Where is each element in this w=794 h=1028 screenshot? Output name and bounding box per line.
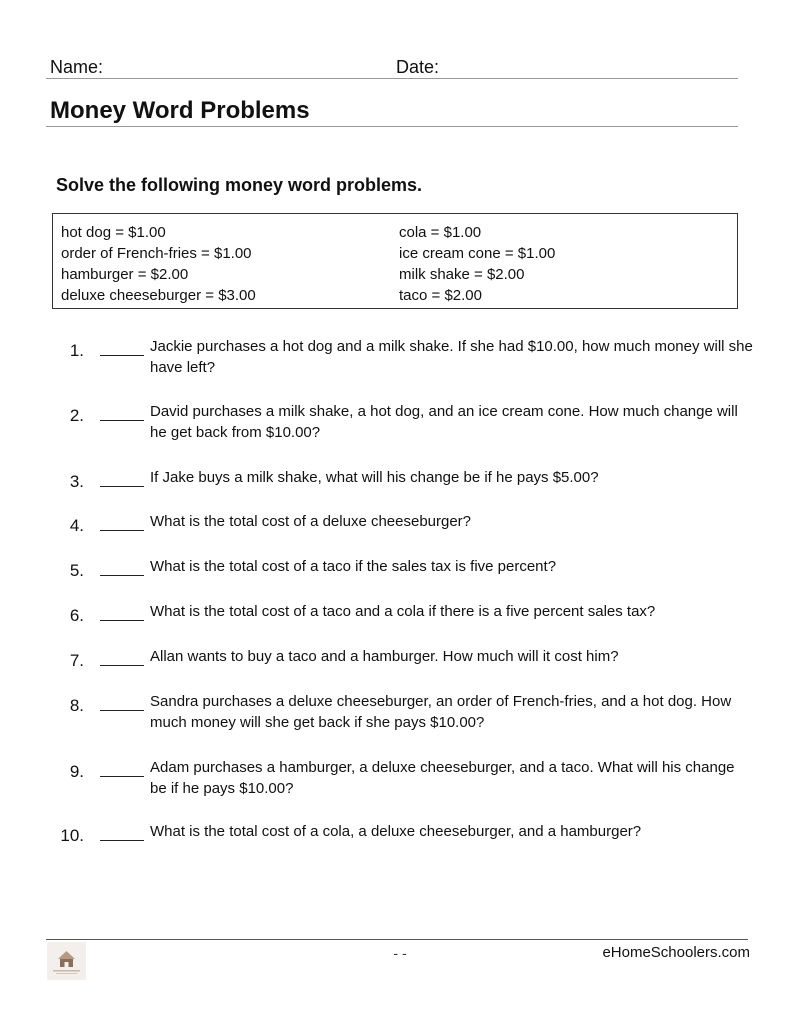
question-10 [0, 821, 794, 865]
answer-blank [100, 840, 144, 841]
question-number: 5. [69, 561, 84, 580]
question-number: 8. [69, 696, 84, 715]
answer-blank [100, 420, 144, 421]
page-title: Money Word Problems [50, 97, 310, 124]
price-list-left-column [61, 222, 256, 306]
answer-blank [100, 530, 144, 531]
price-item: hot dog = $1.00 [61, 224, 166, 241]
house-logo-icon [47, 942, 86, 980]
answer-blank [100, 620, 144, 621]
question-number: 10. [60, 826, 84, 845]
question-number: 4. [69, 516, 84, 535]
question-3 [0, 467, 794, 511]
question-6 [0, 601, 794, 645]
question-text: David purchases a milk shake, a hot dog, and an ice cream cone. How much change will he get back from $10.00? [150, 403, 738, 441]
question-9 [0, 757, 794, 801]
question-5 [0, 556, 794, 600]
name-label: Name: [50, 57, 104, 77]
question-number: 3. [69, 472, 84, 491]
footer-divider [46, 939, 748, 940]
price-item: hamburger = $2.00 [61, 266, 189, 283]
price-item: order of French-fries = $1.00 [61, 245, 252, 262]
answer-blank [100, 776, 144, 777]
answer-blank [100, 710, 144, 711]
question-1 [0, 336, 794, 380]
question-text: Allan wants to buy a taco and a hamburger. How much will it cost him? [150, 648, 619, 665]
header-row [46, 56, 738, 79]
title-row [46, 96, 738, 127]
price-item: cola = $1.00 [399, 224, 482, 241]
price-item: ice cream cone = $1.00 [399, 245, 556, 262]
price-list-box [52, 213, 738, 309]
answer-blank [100, 486, 144, 487]
question-text: What is the total cost of a cola, a deluxe cheeseburger, and a hamburger? [150, 823, 642, 840]
question-7 [0, 646, 794, 690]
answer-blank [100, 665, 144, 666]
question-text: Jackie purchases a hot dog and a milk shake. If she had $10.00, how much money will she have left? [150, 338, 753, 376]
question-number: 2. [69, 406, 84, 425]
question-number: 6. [69, 606, 84, 625]
price-item: milk shake = $2.00 [399, 266, 525, 283]
question-number: 7. [69, 651, 84, 670]
question-text: Adam purchases a hamburger, a deluxe cheeseburger, and a taco. What will his change be if he pays $10.00? [150, 759, 735, 797]
question-text: What is the total cost of a taco if the sales tax is five percent? [150, 558, 557, 575]
answer-blank [100, 575, 144, 576]
price-item: taco = $2.00 [399, 287, 482, 304]
question-text: What is the total cost of a deluxe cheeseburger? [150, 513, 472, 530]
price-list-right-column [399, 222, 555, 306]
answer-blank [100, 355, 144, 356]
question-2 [0, 401, 794, 445]
question-text: What is the total cost of a taco and a cola if there is a five percent sales tax? [150, 603, 656, 620]
footer-site: eHomeSchoolers.com [602, 944, 750, 961]
price-item: deluxe cheeseburger = $3.00 [61, 287, 256, 304]
question-number: 9. [69, 762, 84, 781]
question-text: If Jake buys a milk shake, what will his change be if he pays $5.00? [150, 469, 599, 486]
date-label: Date: [396, 57, 440, 77]
question-4 [0, 511, 794, 555]
question-number: 1. [69, 341, 84, 360]
page-marker: - - [393, 945, 407, 961]
question-text: Sandra purchases a deluxe cheeseburger, an order of French-fries, and a hot dog. How much money will she get back if she pays $10.00? [150, 693, 732, 731]
instructions: Solve the following money word problems. [56, 175, 423, 195]
question-8 [0, 691, 794, 735]
